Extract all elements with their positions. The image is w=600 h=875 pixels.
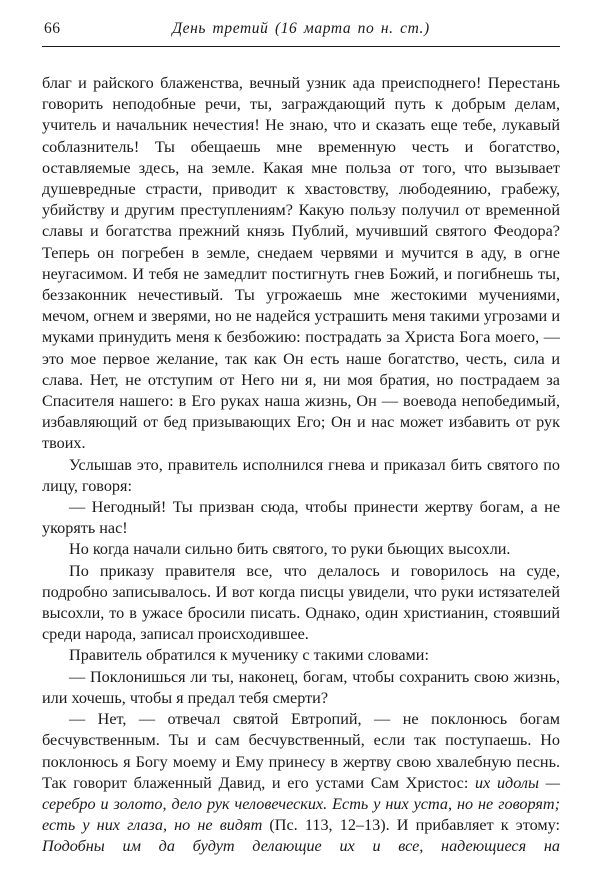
text-segment: (Пс. 113, 12–13). И прибавляет к этому: (269, 816, 560, 835)
paragraph (42, 645, 560, 666)
text-segment-italic: их идолы — серебро и золото, дело рук человеческих. Есть у них уста, но не говорят; есть у них глаза, но не видят (42, 773, 561, 835)
paragraph (42, 497, 560, 539)
text-segment: Услышав это, правитель исполнился гнева и приказал бить святого по лицу, говоря: (42, 455, 560, 495)
text-segment: — Негодный! Ты призван сюда, чтобы принести жертву богам, а не укорять нас! (42, 498, 560, 538)
running-title: День третий (16 марта по н. ст.) (172, 20, 430, 37)
text-segment: По приказу правителя все, что делалось и говорилось на суде, подробно записывалось. И вот когда писцы увидели, что руки истязателей высохли, то в ужасе бросили писать. Однако, один христианин, стоявший среди народа, записал происходившее. (42, 561, 560, 644)
text-segment: Но когда начали сильно бить святого, то руки бьющих высохли. (69, 540, 511, 559)
text-segment: — Нет, — отвечал святой Евтропий, — не поклонюсь богам бесчувственным. Ты и сам бесчувственный, если так поступаешь. Но поклонюсь я Богу моему и Ему принесу в жертву свою хвалебную песнь. Так говорит блаженный Давид, и его устами Сам Христос: (42, 710, 560, 792)
paragraph (42, 455, 560, 497)
paragraph (42, 73, 560, 455)
page-header (42, 20, 560, 42)
text-segment: благ и райского блаженства, вечный узник ада преисподнего! Перестань говорить неподобные речи, ты, заграждающий путь к добрым делам, учитель и начальник нечестия! Не знаю, что и сказать еще тебе, лукавый соблазнитель! Ты обещаешь мне временную честь и богатство, оставляемые здесь, на земле. Какая мне польза от того, что вызывает душевредные страсти, приводит к хвастовству, любодеянию, грабежу, убийству и другим преступлениям? Какую пользу получил от временной славы и богатства прежний князь Публий, мучивший святого Феодора? Теперь он погребен в земле, снедаем червями и мучится в аду, в огне неугасимом. И тебя не замедлит постигнуть гнев Божий, и погибнешь ты, беззаконник нечестивый. Ты угрожаешь мне жестокими мучениями, мечом, огнем и зверями, но не надейся устрашить меня такими угрозами и муками принудить меня к безбожию: пострадать за Христа Бога моего, — это мое первое желание, так как Он есть наше богатство, честь, сила и слава. Нет, не отступим от Него ни я, ни моя братия, но пострадаем за Спасителя нашего: в Его руках наша жизнь, Он — воевода непобедимый, избавляющий от бед призывающих Его; Он и нас может избавить от рук твоих. (42, 74, 560, 453)
text-segment: Правитель обратился к мученику с такими словами: (69, 646, 429, 665)
text-segment: — Поклонишься ли ты, наконец, богам, чтобы сохранить свою жизнь, или хочешь, чтобы я предал тебя смерти? (42, 667, 560, 707)
paragraph (42, 667, 560, 709)
paragraph (42, 709, 560, 857)
text-segment-italic: Подобны им да будут делающие их и все, надеющиеся на (42, 837, 560, 856)
page-number: 66 (44, 20, 61, 37)
paragraph (42, 561, 560, 646)
header-rule (42, 46, 560, 47)
page-text (42, 73, 560, 858)
paragraph (42, 539, 560, 560)
